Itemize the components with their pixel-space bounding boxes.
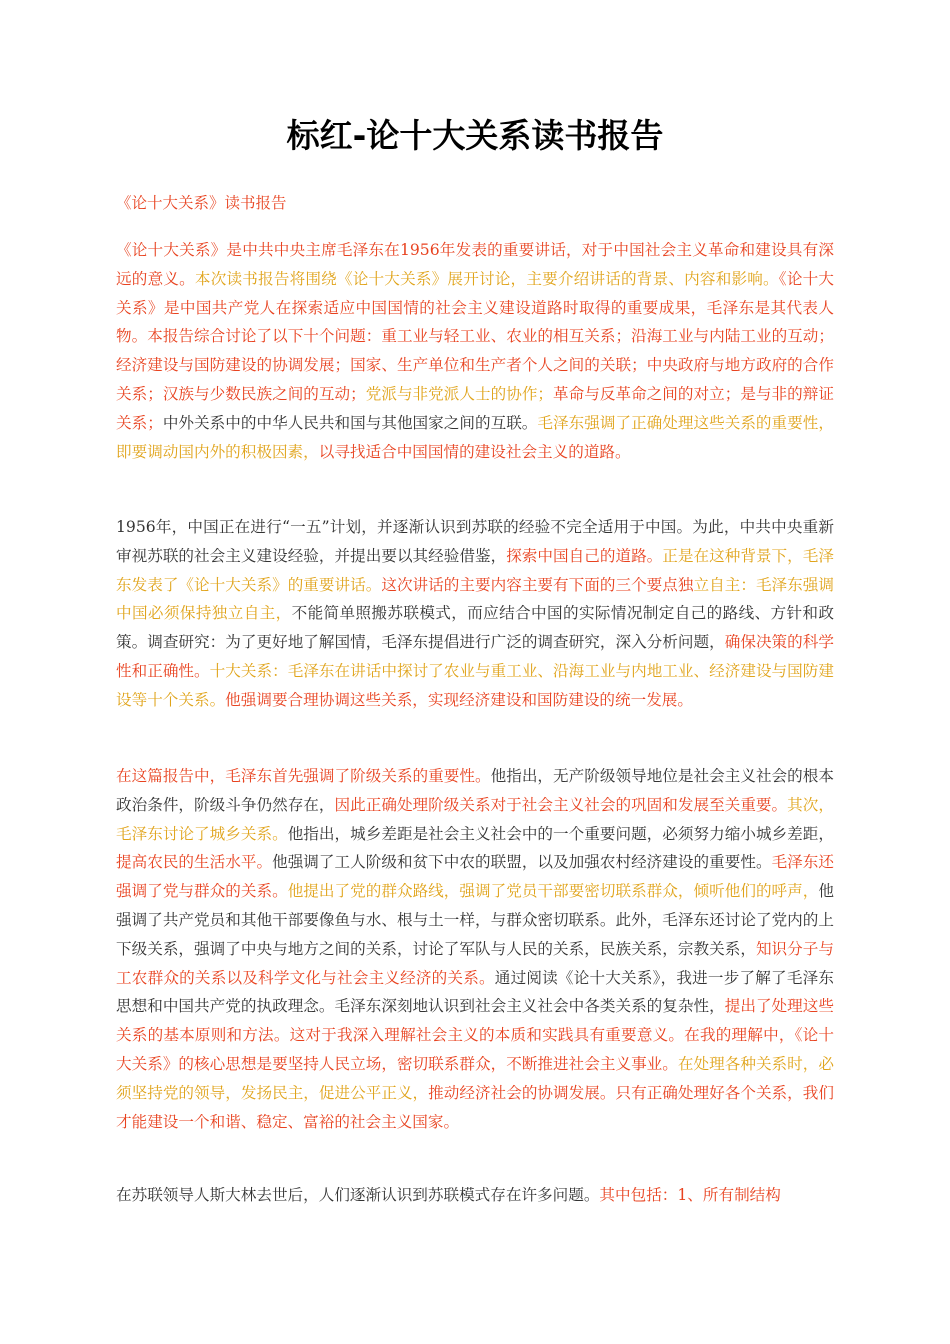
paragraph-4 [116,1181,834,1210]
text-run: 他指出，无产阶级领导地位是社会主义社会的根本政治条件，阶级斗争仍然存在， [116,767,834,814]
text-run: 立自主：毛泽东强调中国必须保持独立自主， [116,575,834,623]
text-run: 提出了处理这些关系的基本原则和方法。这对于我深入理解社会主义的本质和实践具有重要意义。在我的理解中，《论十大关系》的核心思想是要坚持人民立场，密切联系群众，不断推进社会主义事业。 [116,997,834,1073]
text-run: 其次，毛泽东讨论了城乡关系。 [116,795,834,843]
paragraph-1 [116,236,834,466]
text-run: 他强调了共产党员和其他干部要像鱼与水、根与土一样，与群众密切联系。此外，毛泽东还讨论了党内的上下级关系，强调了中央与地方之间的关系，讨论了军队与人民的关系，民族关系，宗教关系， [116,882,834,958]
document-title: 标红-论十大关系读书报告 [286,116,664,155]
text-run: 正是在这种背景下，毛泽东发表了《论十大关系》的重要讲话。 [116,546,834,594]
text-run: 他强调要合理协调这些关系，实现经济建设和国防建设的统一发展。 [225,690,693,709]
text-run: 以寻找适合中国国情的建设社会主义的道路。 [318,442,631,461]
text-run: 本次读书报告将围绕《论十大关系》展开讨论，主要介绍讲话的背景、内容和影响。 [194,269,779,288]
text-run: 在苏联领导人斯大林去世后，人们逐渐认识到苏联模式存在许多问题。 [116,1186,600,1204]
text-run: 毛泽东强调了正确处理这些关系的重要性，即要调动国内外的积极因素， [116,413,834,461]
text-run: 在这篇报告中，毛泽东首先强调了阶级关系的重要性。 [116,767,491,785]
text-run: 毛泽东还强调了党与群众的关系。 [116,853,834,901]
text-run: 确保决策的科学性和正确性。 [116,633,834,680]
text-run: 十大关系：毛泽东在讲话中探讨了农业与重工业、沿海工业与内地工业、经济建设与国防建设等十个关系。 [116,661,834,709]
text-run: 其中包括：1、所有制结构 [599,1186,781,1204]
paragraph-3 [116,762,834,1136]
text-run: 探索中国自己的道路。 [506,546,663,565]
text-run: 推动经济社会的协调发展。只有正确处理好各个关系，我们才能建设一个和谐、稳定、富裕的社会主义国家。 [116,1083,834,1131]
text-run: 在处理各种关系时，必须坚持党的领导，发扬民主，促进公平正义， [116,1054,834,1102]
text-run: 《论十大关系》是中国共产党人在探索适应中国国情的社会主义建设道路时取得的重要成果，毛泽东是其代表人物。本报告综合讨论了以下十个问题：重工业与轻工业、农业的相互关系；沿海工业与内陆工业的互动；经济建设与国防建设的协调发展；国家、生产单位和生产者个人之间的关联；中央政府与地方政府的合作关系；汉族与少数民族之间的互动； [116,269,834,403]
text-run: 提高农民的生活水平。 [116,853,273,872]
text-run: 他提出了党的群众路线，强调了党员干部要密切联系群众，倾听他们的呼声， [287,882,819,901]
document-subtitle: 《论十大关系》读书报告 [116,194,287,212]
text-run: 他强调了工人阶级和贫下中农的联盟，以及加强农村经济建设的重要性。 [272,853,772,872]
text-run: 党派与非党派人士的协作； [365,384,554,403]
text-run: 他指出，城乡差距是社会主义社会中的一个重要问题，必须努力缩小城乡差距， [287,824,834,843]
text-run: 因此正确处理阶级关系对于社会主义社会的巩固和发展至关重要。 [334,795,788,814]
paragraph-2 [116,513,834,715]
text-run: 1956年，中国正在进行“一五”计划，并逐渐认识到苏联的经验不完全适用于中国。为此，中共中央重新审视苏联的社会主义建设经验，并提出要以其经验借鉴， [116,518,834,565]
text-run: 革命与反革命之间的对立；是与非的辩证关系； [116,384,834,432]
text-run: 《论十大关系》是中共中央主席毛泽东在1956年发表的重要讲话，对于中国社会主义革命和建设具有深远的意义。 [116,241,834,288]
text-run: 不能简单照搬苏联模式，而应结合中国的实际情况制定自己的路线、方针和政策。调查研究：为了更好地了解国情，毛泽东提倡进行广泛的调查研究，深入分析问题， [116,604,834,652]
text-run: 知识分子与工农群众的关系以及科学文化与社会主义经济的关系。 [116,939,834,987]
text-run: 中外关系中的中华人民共和国与其他国家之间的互联。 [162,413,538,432]
text-run: 这次讲话的主要内容主要有下面的三个要点独 [381,575,694,594]
text-run: 通过阅读《论十大关系》，我进一步了解了毛泽东思想和中国共产党的执政理念。毛泽东深刻地认识到社会主义社会中各类关系的复杂性， [116,968,834,1016]
